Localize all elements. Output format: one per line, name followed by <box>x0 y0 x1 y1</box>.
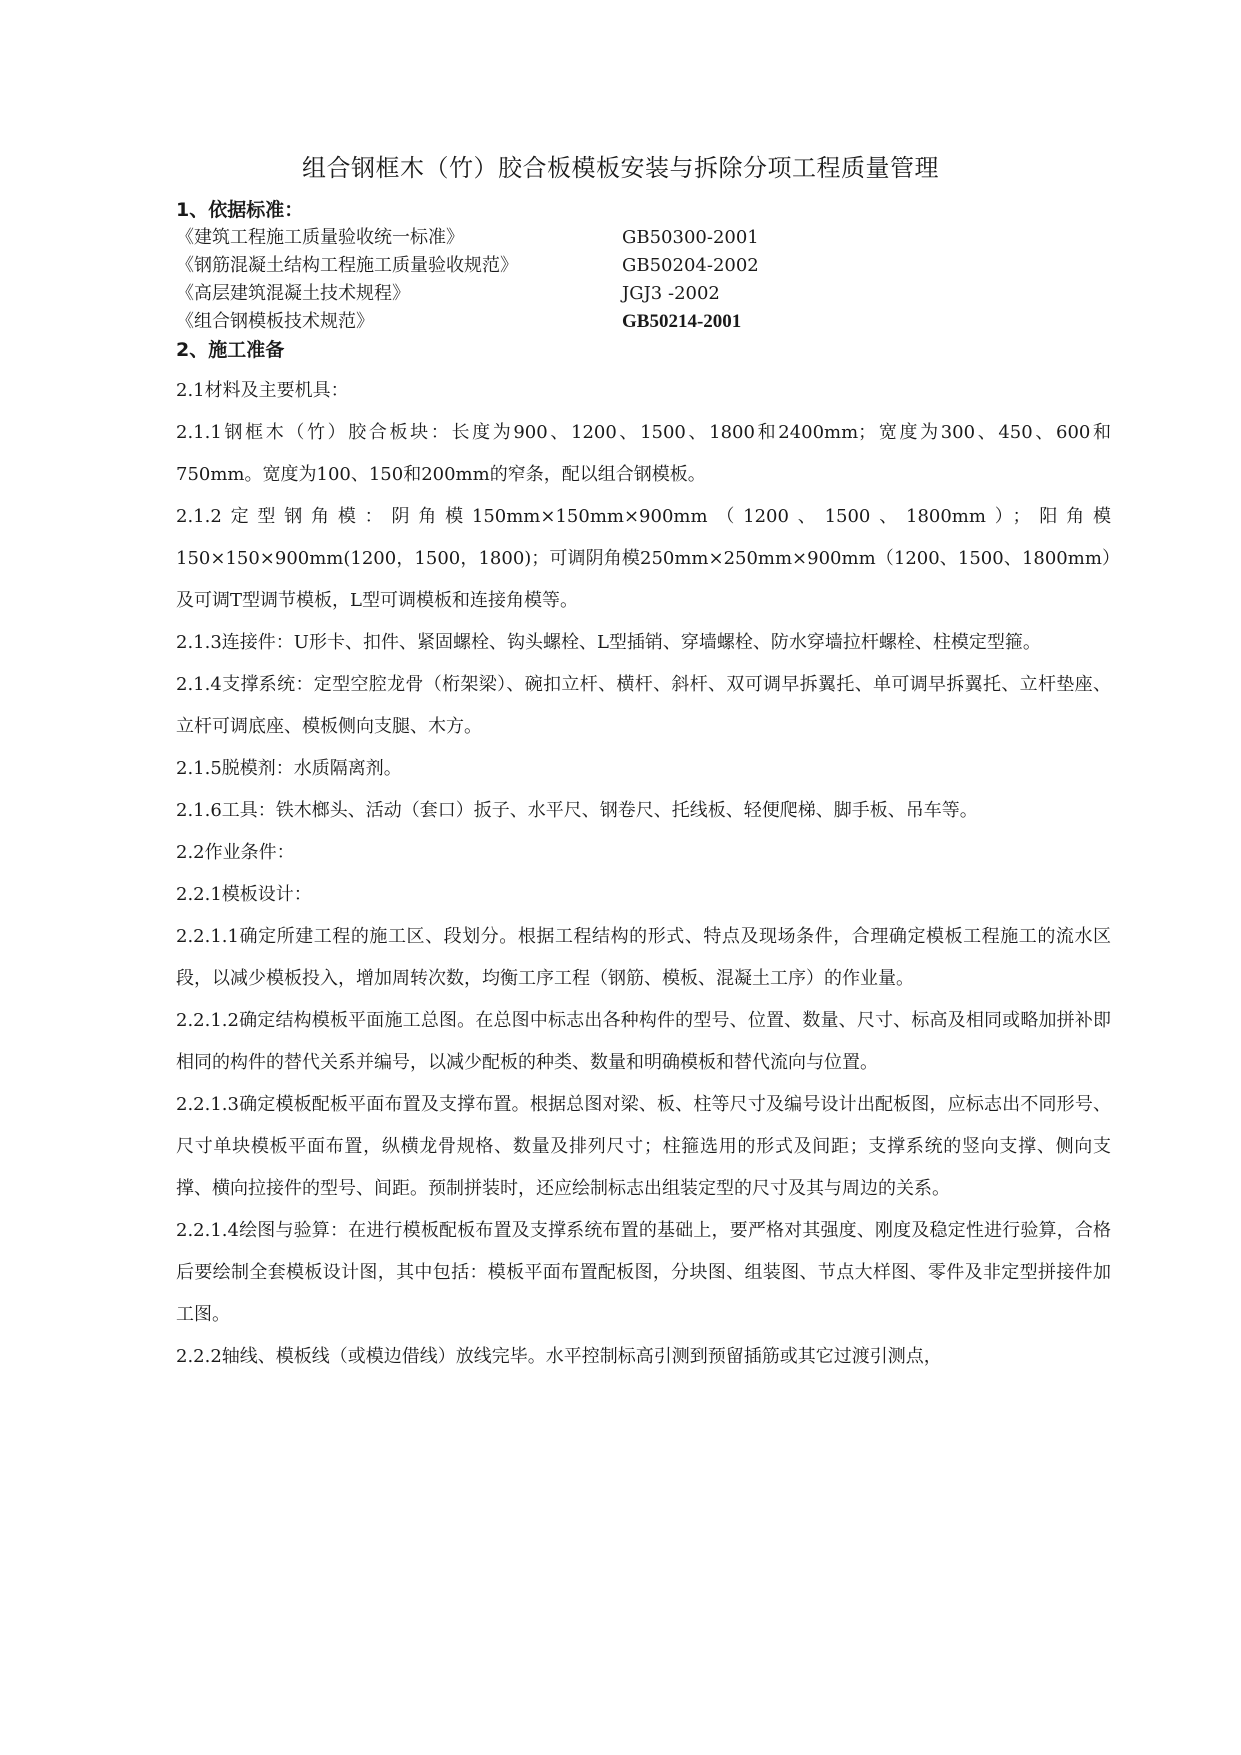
section-heading-standards: 1、依据标准： <box>176 199 304 221</box>
standard-name: 《高层建筑混凝土技术规程》 <box>176 283 410 304</box>
standards-list <box>176 224 1111 336</box>
paragraph: 2.1材料及主要机具： <box>176 380 349 401</box>
paragraph: 2.1.2定型钢角模：阴角模150mm×150mm×900mm（1200、1500、1800mm）；阳角模150×150×900mm(1200，1500，1800)；可调阴角模250mm×250mm×900mm（1200、1500、1800mm）及可调T型调节模板，L型可调模板和连接角模等。 <box>176 506 1111 611</box>
standard-code: GB50214-2001 <box>622 311 742 332</box>
standard-item <box>176 224 1111 252</box>
paragraph: 2.1.4支撑系统：定型空腔龙骨（桁架梁）、碗扣立杆、横杆、斜杆、双可调早拆翼托、单可调早拆翼托、立杆垫座、立杆可调底座、模板侧向支腿、木方。 <box>176 674 1111 737</box>
standard-code: GB50300-2001 <box>622 227 759 248</box>
standard-code: JGJ3 -2002 <box>622 283 720 304</box>
standard-item <box>176 280 1111 308</box>
section-heading-preparation: 2、施工准备 <box>176 339 285 361</box>
paragraph: 2.2作业条件： <box>176 842 295 863</box>
paragraph: 2.1.1钢框木（竹）胶合板块：长度为900、1200、1500、1800和2400mm；宽度为300、450、600和750mm。宽度为100、150和200mm的窄条，配以组合钢模板。 <box>176 422 1111 485</box>
page-title: 组合钢框木（竹）胶合板模板安装与拆除分项工程质量管理 <box>302 154 939 182</box>
paragraph: 2.2.1.1确定所建工程的施工区、段划分。根据工程结构的形式、特点及现场条件，合理确定模板工程施工的流水区段，以减少模板投入，增加周转次数，均衡工序工程（钢筋、模板、混凝土工序）的作业量。 <box>176 926 1111 989</box>
standard-name: 《建筑工程施工质量验收统一标准》 <box>176 227 464 248</box>
paragraph: 2.2.1模板设计： <box>176 884 312 905</box>
standard-name: 《组合钢模板技术规范》 <box>176 311 374 332</box>
paragraph: 2.2.1.3确定模板配板平面布置及支撑布置。根据总图对梁、板、柱等尺寸及编号设计出配板图，应标志出不同形号、尺寸单块模板平面布置，纵横龙骨规格、数量及排列尺寸；柱箍选用的形式及间距；支撑系统的竖向支撑、侧向支撑、横向拉接件的型号、间距。预制拼装时，还应绘制标志出组装定型的尺寸及其与周边的关系。 <box>176 1094 1111 1199</box>
standard-code: GB50204-2002 <box>622 255 759 276</box>
paragraph: 2.1.5脱模剂：水质隔离剂。 <box>176 758 402 779</box>
paragraph: 2.1.3连接件：U形卡、扣件、紧固螺栓、钩头螺栓、L型插销、穿墙螺栓、防水穿墙拉杆螺栓、柱模定型箍。 <box>176 632 1041 653</box>
paragraph: 2.1.6工具：铁木榔头、活动（套口）扳子、水平尺、钢卷尺、托线板、轻便爬梯、脚手板、吊车等。 <box>176 800 978 821</box>
paragraph: 2.2.2轴线、模板线（或模边借线）放线完毕。水平控制标高引测到预留插筋或其它过渡引测点， <box>176 1346 942 1367</box>
paragraph: 2.2.1.4绘图与验算：在进行模板配板布置及支撑系统布置的基础上，要严格对其强度、刚度及稳定性进行验算，合格后要绘制全套模板设计图，其中包括：模板平面布置配板图，分块图、组装图、节点大样图、零件及非定型拼接件加工图。 <box>176 1220 1111 1325</box>
document-body <box>176 196 1111 1378</box>
standard-name: 《钢筋混凝土结构工程施工质量验收规范》 <box>176 255 518 276</box>
paragraph: 2.2.1.2确定结构模板平面施工总图。在总图中标志出各种构件的型号、位置、数量、尺寸、标高及相同或略加拼补即相同的构件的替代关系并编号，以减少配板的种类、数量和明确模板和替代流向与位置。 <box>176 1010 1111 1073</box>
standard-item <box>176 252 1111 280</box>
standard-item <box>176 308 1111 336</box>
